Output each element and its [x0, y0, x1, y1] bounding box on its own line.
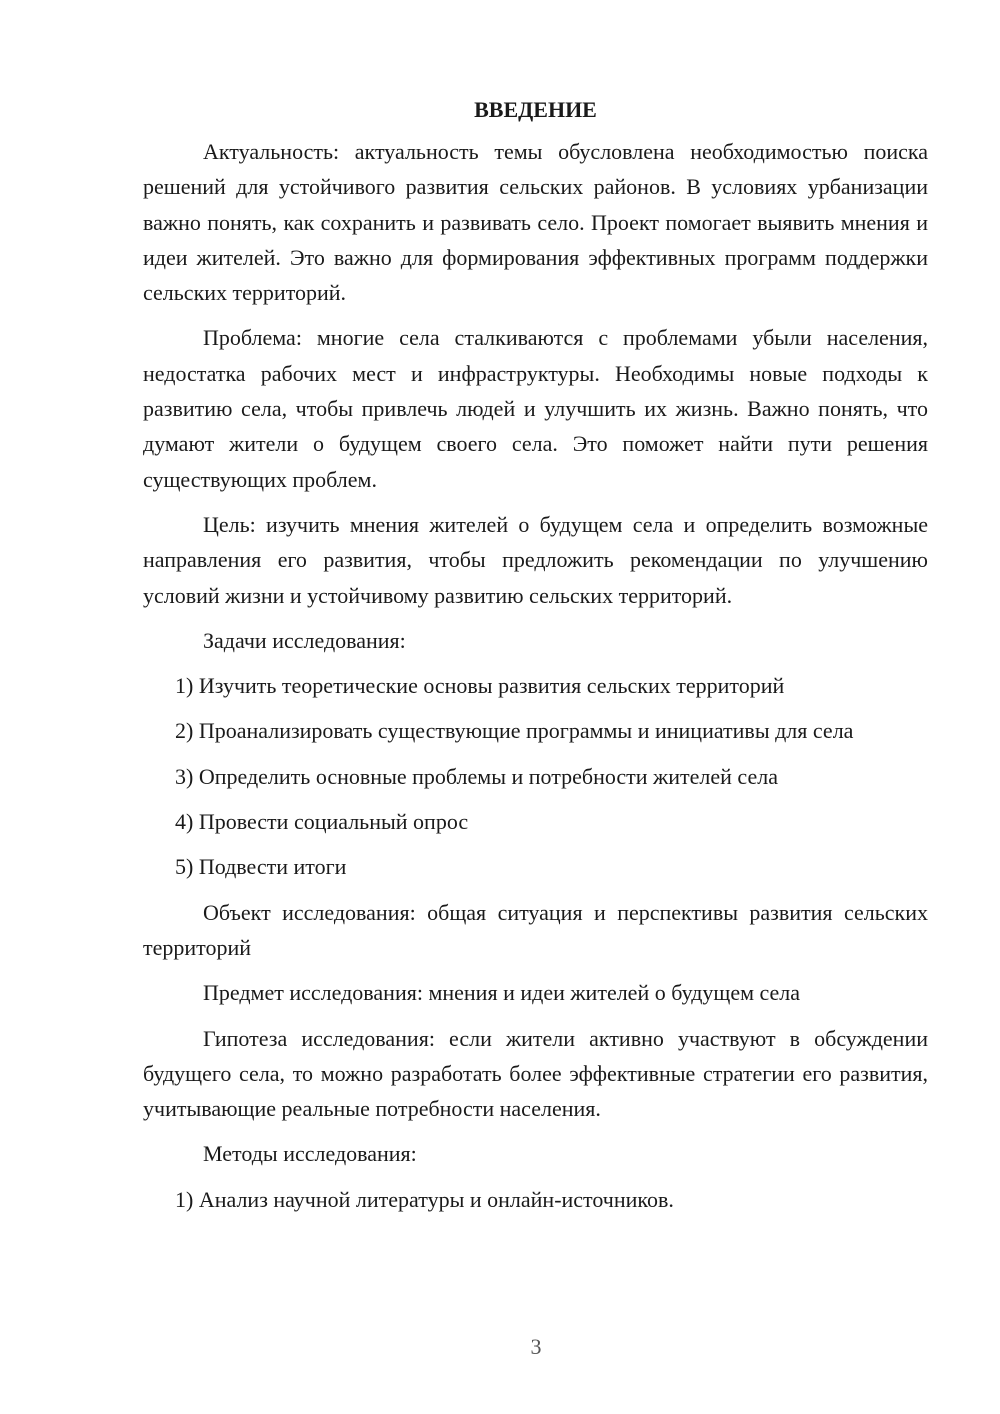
method-item-1: 1) Анализ научной литературы и онлайн-источников. [175, 1186, 674, 1212]
methods-heading: Методы исследования: [203, 1141, 417, 1167]
section-title: ВВЕДЕНИЕ [474, 97, 597, 122]
tasks-heading: Задачи исследования: [203, 627, 406, 653]
relevance-paragraph: Актуальность: актуальность темы обусловлена необходимостью поиска решений для устойчивого развития сельских районов. В условиях урбанизации важно понять, как сохранить и развивать село. Проект помогает выявить мнения и идеи жителей. Это важно для формирования эффективных программ поддержки сельских территорий. [143, 139, 928, 306]
hypothesis-paragraph: Гипотеза исследования: если жители активно участвуют в обсуждении будущего села, то можно разработать более эффективные стратегии его развития, учитывающие реальные потребности населения. [143, 1025, 928, 1122]
problem-paragraph: Проблема: многие села сталкиваются с проблемами убыли населения, недостатка рабочих мест и инфраструктуры. Необходимы новые подходы к развитию села, чтобы привлечь людей и улучшить их жизнь. Важно понять, что думают жители о будущем своего села. Это поможет найти пути решения существующих проблем. [143, 325, 928, 492]
task-item-2: 2) Проанализировать существующие программы и инициативы для села [175, 718, 854, 744]
goal-paragraph: Цель: изучить мнения жителей о будущем села и определить возможные направления его развития, чтобы предложить рекомендации по улучшению условий жизни и устойчивому развитию сельских территорий. [143, 511, 928, 608]
object-paragraph: Объект исследования: общая ситуация и перспективы развития сельских территорий [143, 899, 928, 960]
task-item-5: 5) Подвести итоги [175, 854, 347, 880]
page-number: 3 [530, 1334, 542, 1359]
page-content [143, 96, 928, 1217]
task-item-3: 3) Определить основные проблемы и потребности жителей села [175, 763, 778, 789]
task-item-4: 4) Провести социальный опрос [175, 809, 469, 835]
subject-paragraph: Предмет исследования: мнения и идеи жителей о будущем села [203, 980, 801, 1006]
task-item-1: 1) Изучить теоретические основы развития сельских территорий [175, 673, 785, 699]
